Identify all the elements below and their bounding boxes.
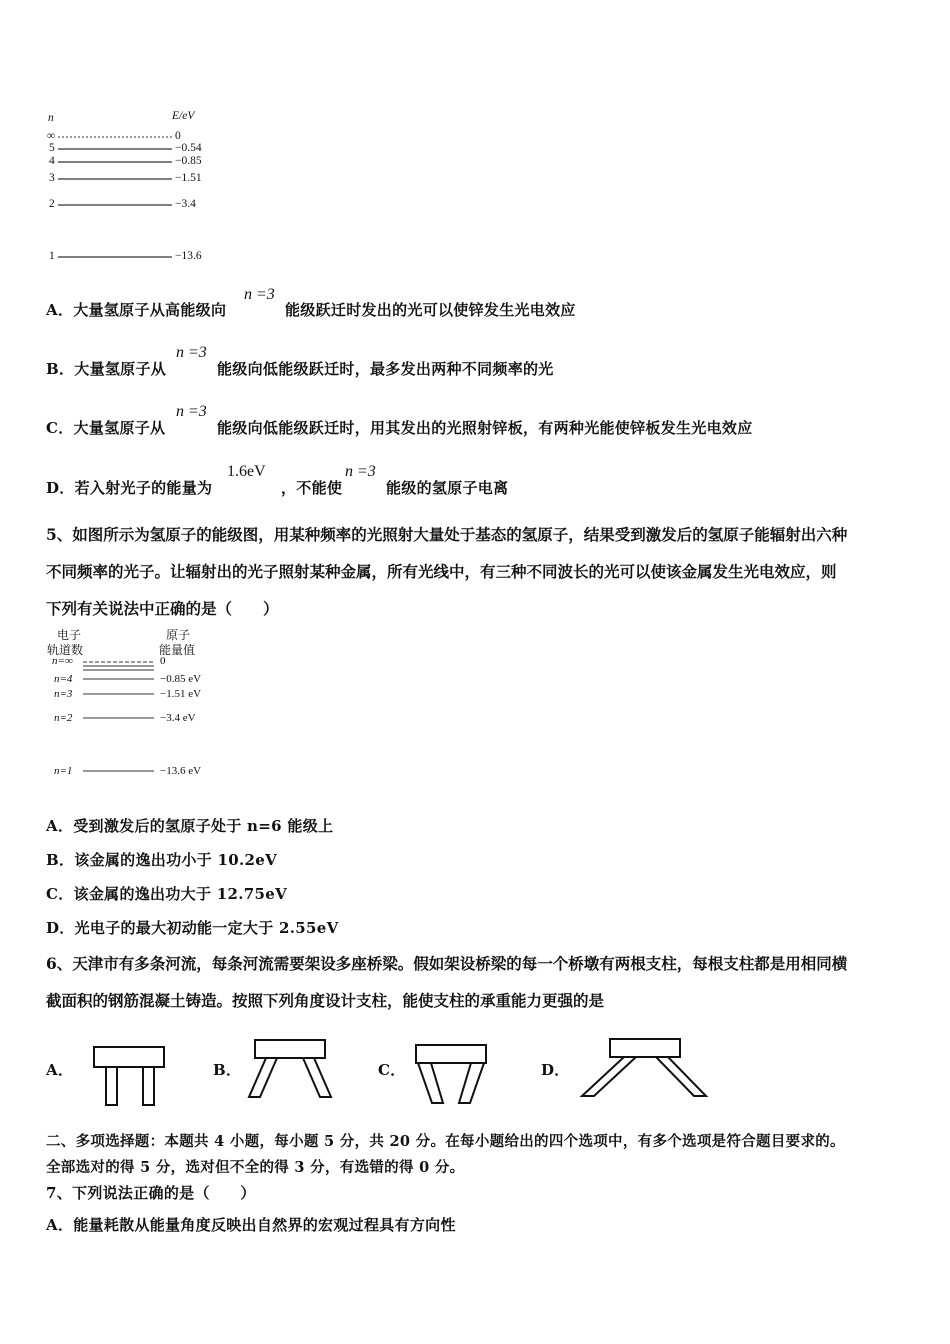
- column-header: 轨道数: [47, 643, 84, 657]
- column-header: 能量值: [159, 643, 196, 657]
- q6-option-a-label: A．: [46, 1061, 74, 1079]
- q6-option-c-label: C．: [378, 1061, 406, 1079]
- level-e: −1.51: [175, 172, 202, 184]
- level-n: n=4: [54, 673, 73, 685]
- option-text: B．大量氢原子从: [46, 360, 167, 378]
- section-2-instructions: 全部选对的得 5 分，选对但不全的得 3 分，有选错的得 0 分。: [46, 1159, 465, 1176]
- option-text: C．大量氢原子从: [46, 419, 166, 437]
- q5-option-b: B．该金属的逸出功小于 10.2eV: [46, 851, 278, 869]
- pillar-figure-a: [94, 1047, 164, 1105]
- level-n: 1: [49, 250, 55, 262]
- level-e: −0.54: [175, 142, 202, 154]
- question-7-stem: 7、下列说法正确的是（ ）: [46, 1184, 256, 1202]
- section-2-instructions: 二、多项选择题：本题共 4 小题，每小题 5 分，共 20 分。在每小题给出的四个选项中，有多个选项是符合题目要求的。: [46, 1133, 845, 1150]
- level-n: 2: [49, 198, 55, 210]
- level-n: n=3: [54, 688, 73, 700]
- pillar-figure-d: [582, 1039, 706, 1096]
- question-line: 5、如图所示为氢原子的能级图，用某种频率的光照射大量处于基态的氢原子，结果受到激发后的氢原子能辐射出六种: [46, 525, 848, 544]
- energy-axis-label: E/eV: [172, 110, 195, 122]
- column-header: 原子: [166, 628, 191, 642]
- level-e: 0: [175, 130, 181, 142]
- level-n: 5: [49, 142, 55, 154]
- question-line: 不同频率的光子。让辐射出的光子照射某种金属，所有光线中，有三种不同波长的光可以使该金属发生光电效应，则: [46, 562, 837, 581]
- math-expression: n =3: [244, 286, 275, 303]
- q6-option-d-label: D．: [541, 1061, 570, 1079]
- n-axis-label: n: [48, 112, 54, 124]
- q5-option-a: A．受到激发后的氢原子处于 n=6 能级上: [46, 817, 334, 835]
- q7-option-a: A．能量耗散从能量角度反映出自然界的宏观过程具有方向性: [46, 1216, 456, 1234]
- option-text: 能级向低能级跃迁时，最多发出两种不同频率的光: [217, 360, 554, 378]
- column-header: 电子: [57, 628, 82, 642]
- question-line: 下列有关说法中正确的是（ ）: [46, 599, 279, 618]
- level-e: −1.51 eV: [160, 688, 202, 700]
- pillar-figure-c: [416, 1045, 486, 1103]
- question-6-line: 截面积的钢筋混凝土铸造。按照下列角度设计支柱，能使支柱的承重能力更强的是: [46, 991, 605, 1010]
- q6-option-b-label: B．: [213, 1061, 242, 1079]
- option-text: ，不能使: [281, 479, 343, 497]
- level-n: ∞: [47, 130, 56, 142]
- option-text: 能级跃迁时发出的光可以使锌发生光电效应: [285, 301, 576, 319]
- level-n: 3: [49, 172, 55, 184]
- pillar-figure-b: [249, 1040, 331, 1097]
- level-e: −3.4 eV: [160, 712, 196, 724]
- option-text: 能级向低能级跃迁时，用其发出的光照射锌板，有两种光能使锌板发生光电效应: [217, 419, 753, 437]
- option-text: D．若入射光子的能量为: [46, 479, 213, 497]
- math-expression: 1.6eV: [227, 463, 266, 480]
- level-n: n=2: [54, 712, 73, 724]
- option-text: A．大量氢原子从高能级向: [46, 301, 227, 319]
- level-e: −13.6: [175, 250, 202, 262]
- math-expression: n =3: [176, 344, 207, 361]
- math-expression: n =3: [176, 403, 207, 420]
- q5-option-c: C．该金属的逸出功大于 12.75eV: [46, 885, 288, 903]
- option-text: 能级的氢原子电离: [386, 479, 509, 497]
- level-e: −3.4: [175, 198, 196, 210]
- level-e: 0: [160, 655, 166, 667]
- level-n: 4: [49, 155, 55, 167]
- level-n: n=1: [54, 765, 73, 777]
- level-n: n=∞: [52, 655, 73, 667]
- level-e: −0.85: [175, 155, 202, 167]
- question-6-line: 6、天津市有多条河流，每条河流需要架设多座桥梁。假如架设桥梁的每一个桥墩有两根支柱，每根支柱都是用相同横: [46, 954, 848, 973]
- q5-option-d: D．光电子的最大初动能一定大于 2.55eV: [46, 919, 339, 937]
- math-expression: n =3: [345, 463, 376, 480]
- level-e: −13.6 eV: [160, 765, 202, 777]
- level-e: −0.85 eV: [160, 673, 202, 685]
